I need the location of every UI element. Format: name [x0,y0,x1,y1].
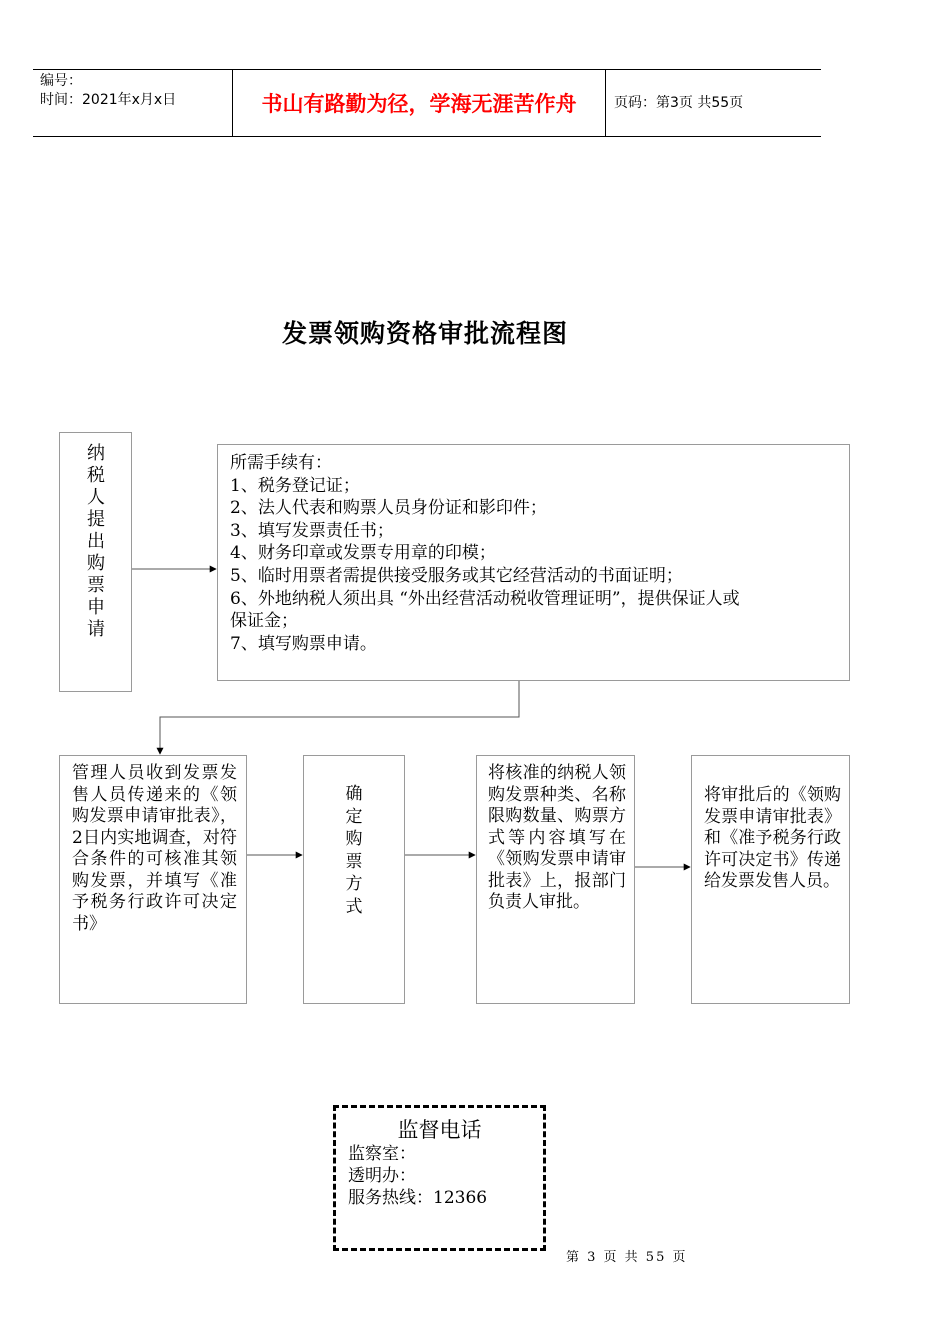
step4-text: 将审批后的《领购发票申请审批表》和《准予税务行政许可决定书》传递给发票发售人员。 [704,785,841,891]
step2-box [303,755,405,1004]
page-footer: 第 3 页 共 55 页 [566,1250,688,1265]
procedures-line: 保证金； [230,611,298,631]
step4-box [691,755,850,1004]
procedures-line: 1、税务登记证； [230,476,360,496]
applicant-box [59,432,132,692]
applicant-text: 纳税人提出购票申请 [87,443,105,640]
header-time: 时间：2021年x月x日 [40,92,177,108]
procedures-line: 5、临时用票者需提供接受服务或其它经营活动的书面证明； [230,566,683,586]
step2-text: 确定购票方式 [345,784,363,917]
procedures-line: 4、财务印章或发票专用章的印模； [230,543,496,563]
header-motto: 书山有路勤为径，学海无涯苦作舟 [261,92,577,116]
supervision-title: 监督电话 [397,1118,482,1142]
procedures-box [217,444,850,681]
step1-box [59,755,247,1004]
supervision-line: 监察室： [348,1144,416,1164]
header-page: 页码：第3页 共55页 [614,95,744,111]
supervision-hotline: 服务热线：12366 [348,1188,488,1208]
arrow-procedures-to-step1 [160,681,519,754]
step3-box [476,755,635,1004]
step1-text: 管理人员收到发票发售人员传递来的《领购发票申请审批表》，2日内实地调查，对符合条件的可核准其领购发票，并填写《准予税务行政许可决定书》 [72,763,237,934]
supervision-box [333,1105,546,1251]
procedures-line: 2、法人代表和购票人员身份证和影印件； [230,498,547,518]
page-title: 发票领购资格审批流程图 [281,319,568,348]
procedures-line: 6、外地纳税人须出具 “外出经营活动税收管理证明”，提供保证人或 [230,589,740,609]
supervision-line: 透明办： [348,1166,416,1186]
step3-text: 将核准的纳税人领购发票种类、名称限购数量、购票方式等内容填写在《领购发票申请审批表》上，报部门负责人审批。 [488,763,626,912]
procedures-line: 所需手续有： [230,453,332,473]
procedures-line: 7、填写购票申请。 [230,634,377,654]
header-number: 编号： [40,73,82,89]
procedures-line: 3、填写发票责任书； [230,521,394,541]
